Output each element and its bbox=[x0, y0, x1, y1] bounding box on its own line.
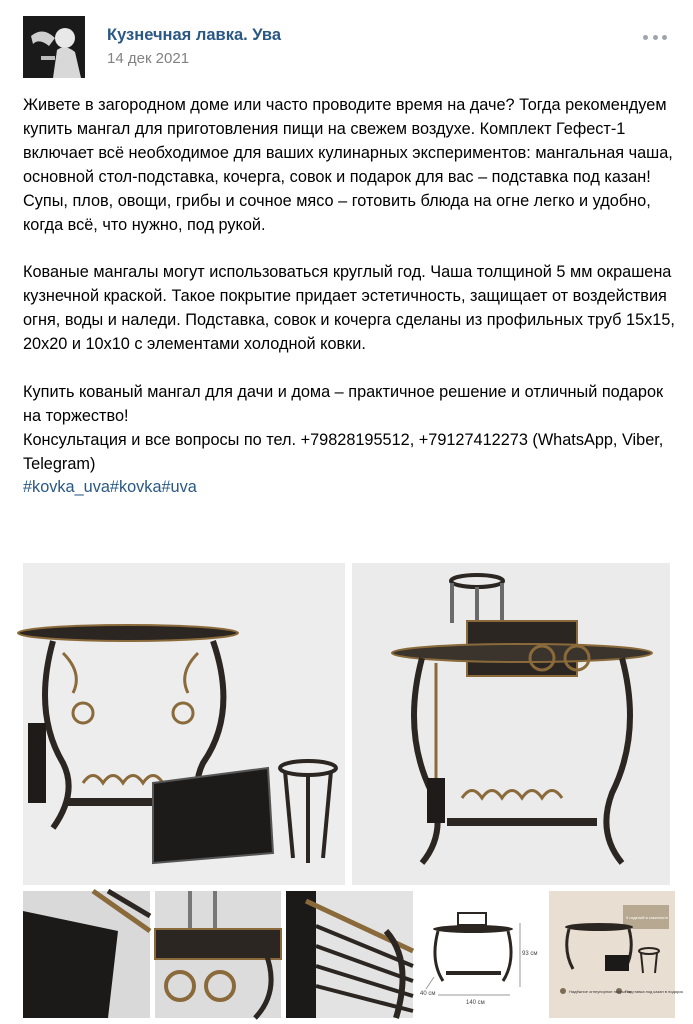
hashtags bbox=[23, 476, 683, 500]
avatar[interactable] bbox=[23, 16, 85, 78]
author-name[interactable]: Кузнечная лавка. Ува bbox=[107, 26, 282, 44]
paragraph-intro: Живете в загородном доме или часто проводите время на даче? Тогда рекомендуем купить мангал для приготовления пищи на свежем воздухе. Комплект Гефест-1 включает всё необходимое для ваших кулинарных экспериментов: мангальная чаша, основной стол-подставка, кочерга, совок и подарок для вас – подставка под казан! Супы, плов, овощи, грибы и сочное мясо – готовить блюда на огне легко и удобно, когда всё, что нужно, под рукой. bbox=[23, 96, 673, 234]
promo-title-label: 5 изделий в комплекте bbox=[626, 915, 669, 920]
post-header bbox=[23, 16, 673, 78]
paragraph-details: Кованые мангалы могут использоваться круглый год. Чаша толщиной 5 мм окрашена кузнечной краской. Такое покрытие придает эстетичность, защищает от воздействия огня, воды и наледи. Подставка, совок и кочерга сделаны из профильных труб 15х15, 20х20 и 10х10 с элементами холодной ковки. bbox=[23, 263, 675, 354]
paragraph-contact: Консультация и все вопросы по тел. +79828195512, +79127412273 (WhatsApp, Viber, Telegram) bbox=[23, 430, 664, 473]
hashtag-link[interactable]: #kovka bbox=[109, 478, 162, 497]
post-text bbox=[23, 94, 683, 500]
thumb-stand-closeup[interactable] bbox=[155, 891, 281, 1018]
dim-height-label: 93 см bbox=[522, 951, 538, 957]
dim-depth-label: 40 см bbox=[420, 991, 436, 997]
thumb-dimensions[interactable] bbox=[418, 891, 544, 1018]
promo-gift-label: Подставка под казан в подарок bbox=[625, 989, 684, 994]
photo-brazier-assembled[interactable] bbox=[352, 563, 670, 885]
post-date[interactable]: 14 дек 2021 bbox=[107, 50, 190, 67]
photo-brazier-parts[interactable] bbox=[23, 563, 345, 885]
hashtag-link[interactable]: #kovka_uva bbox=[23, 478, 110, 497]
dim-width-label: 140 см bbox=[466, 1000, 485, 1006]
hashtag-link[interactable]: #uva bbox=[161, 478, 197, 497]
paragraph-buy: Купить кованый мангал для дачи и дома – практичное решение и отличный подарок на торжество! bbox=[23, 382, 664, 425]
more-dots-icon[interactable] bbox=[643, 32, 667, 42]
thumb-bowl-closeup[interactable] bbox=[23, 891, 150, 1018]
thumb-promo[interactable] bbox=[549, 891, 684, 1018]
thumb-grill-closeup[interactable] bbox=[286, 891, 413, 1018]
promo-coating-label: Надёжное огнеупорное покрытие bbox=[569, 989, 632, 994]
